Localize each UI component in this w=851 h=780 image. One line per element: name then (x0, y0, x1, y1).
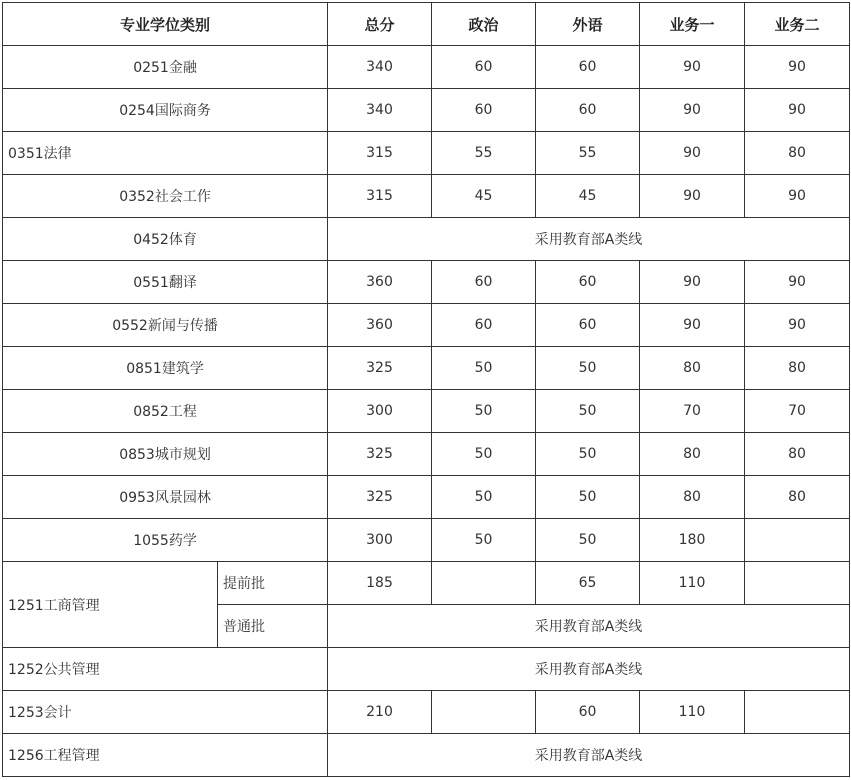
politics-cell: 50 (432, 476, 536, 519)
foreign-cell: 50 (536, 519, 640, 562)
subject1-cell: 110 (640, 691, 745, 734)
batch-cell: 提前批 (218, 562, 328, 605)
table-row (3, 734, 850, 777)
subject1-cell: 110 (640, 562, 745, 605)
category-cell: 0853城市规划 (3, 433, 328, 476)
politics-cell: 50 (432, 433, 536, 476)
table-row (3, 433, 850, 476)
foreign-cell: 50 (536, 347, 640, 390)
subject1-cell: 80 (640, 476, 745, 519)
header-category: 专业学位类别 (3, 3, 328, 46)
subject1-cell: 90 (640, 304, 745, 347)
subject2-cell: 90 (745, 304, 850, 347)
table-row (3, 691, 850, 734)
politics-cell (432, 691, 536, 734)
total-cell: 325 (328, 433, 432, 476)
header-foreign-language: 外语 (536, 3, 640, 46)
subject1-cell: 90 (640, 46, 745, 89)
foreign-cell: 50 (536, 433, 640, 476)
table-row (3, 476, 850, 519)
category-cell: 1055药学 (3, 519, 328, 562)
table-row (3, 218, 850, 261)
politics-cell: 60 (432, 261, 536, 304)
category-cell: 0851建筑学 (3, 347, 328, 390)
subject1-cell: 90 (640, 175, 745, 218)
foreign-cell: 60 (536, 261, 640, 304)
foreign-cell: 60 (536, 691, 640, 734)
table-row (3, 89, 850, 132)
subject2-cell: 80 (745, 476, 850, 519)
politics-cell: 60 (432, 46, 536, 89)
politics-cell: 60 (432, 89, 536, 132)
subject2-cell (745, 691, 850, 734)
batch-cell: 普通批 (218, 605, 328, 648)
header-total: 总分 (328, 3, 432, 46)
note-cell: 采用教育部A类线 (328, 648, 850, 691)
foreign-cell: 60 (536, 304, 640, 347)
total-cell: 315 (328, 132, 432, 175)
category-cell: 1252公共管理 (3, 648, 328, 691)
table-row (3, 562, 850, 605)
subject2-cell: 80 (745, 347, 850, 390)
category-cell: 0552新闻与传播 (3, 304, 328, 347)
category-cell: 1256工程管理 (3, 734, 328, 777)
table-row (3, 175, 850, 218)
category-cell: 0452体育 (3, 218, 328, 261)
table-row (3, 648, 850, 691)
subject2-cell: 90 (745, 46, 850, 89)
table-row (3, 390, 850, 433)
score-table (2, 2, 850, 777)
note-cell: 采用教育部A类线 (328, 218, 850, 261)
category-cell: 0551翻译 (3, 261, 328, 304)
total-cell: 325 (328, 347, 432, 390)
header-row (3, 3, 850, 46)
total-cell: 210 (328, 691, 432, 734)
category-cell: 0352社会工作 (3, 175, 328, 218)
foreign-cell: 65 (536, 562, 640, 605)
subject1-cell: 70 (640, 390, 745, 433)
table-row (3, 132, 850, 175)
politics-cell: 50 (432, 519, 536, 562)
politics-cell: 45 (432, 175, 536, 218)
subject2-cell (745, 562, 850, 605)
subject2-cell: 80 (745, 433, 850, 476)
subject1-cell: 90 (640, 89, 745, 132)
total-cell: 185 (328, 562, 432, 605)
note-cell: 采用教育部A类线 (328, 605, 850, 648)
foreign-cell: 45 (536, 175, 640, 218)
subject2-cell: 90 (745, 261, 850, 304)
foreign-cell: 60 (536, 89, 640, 132)
table-row (3, 519, 850, 562)
foreign-cell: 60 (536, 46, 640, 89)
subject2-cell: 90 (745, 89, 850, 132)
category-cell: 0953风景园林 (3, 476, 328, 519)
total-cell: 360 (328, 261, 432, 304)
category-cell: 0351法律 (3, 132, 328, 175)
politics-cell (432, 562, 536, 605)
table-row (3, 347, 850, 390)
subject2-cell: 80 (745, 132, 850, 175)
subject2-cell: 90 (745, 175, 850, 218)
category-cell: 0852工程 (3, 390, 328, 433)
total-cell: 300 (328, 390, 432, 433)
foreign-cell: 55 (536, 132, 640, 175)
politics-cell: 55 (432, 132, 536, 175)
politics-cell: 50 (432, 390, 536, 433)
politics-cell: 60 (432, 304, 536, 347)
header-subject2: 业务二 (745, 3, 850, 46)
subject1-cell: 80 (640, 433, 745, 476)
subject1-cell: 80 (640, 347, 745, 390)
total-cell: 360 (328, 304, 432, 347)
category-cell: 0254国际商务 (3, 89, 328, 132)
foreign-cell: 50 (536, 476, 640, 519)
header-subject1: 业务一 (640, 3, 745, 46)
table-row (3, 46, 850, 89)
note-cell: 采用教育部A类线 (328, 734, 850, 777)
subject1-cell: 180 (640, 519, 745, 562)
politics-cell: 50 (432, 347, 536, 390)
category-cell: 1253会计 (3, 691, 328, 734)
total-cell: 315 (328, 175, 432, 218)
subject2-cell (745, 519, 850, 562)
total-cell: 300 (328, 519, 432, 562)
total-cell: 325 (328, 476, 432, 519)
header-politics: 政治 (432, 3, 536, 46)
subject1-cell: 90 (640, 261, 745, 304)
subject2-cell: 70 (745, 390, 850, 433)
total-cell: 340 (328, 89, 432, 132)
category-cell: 1251工商管理 (3, 562, 218, 648)
subject1-cell: 90 (640, 132, 745, 175)
category-cell: 0251金融 (3, 46, 328, 89)
table-row (3, 261, 850, 304)
table-row (3, 304, 850, 347)
total-cell: 340 (328, 46, 432, 89)
foreign-cell: 50 (536, 390, 640, 433)
